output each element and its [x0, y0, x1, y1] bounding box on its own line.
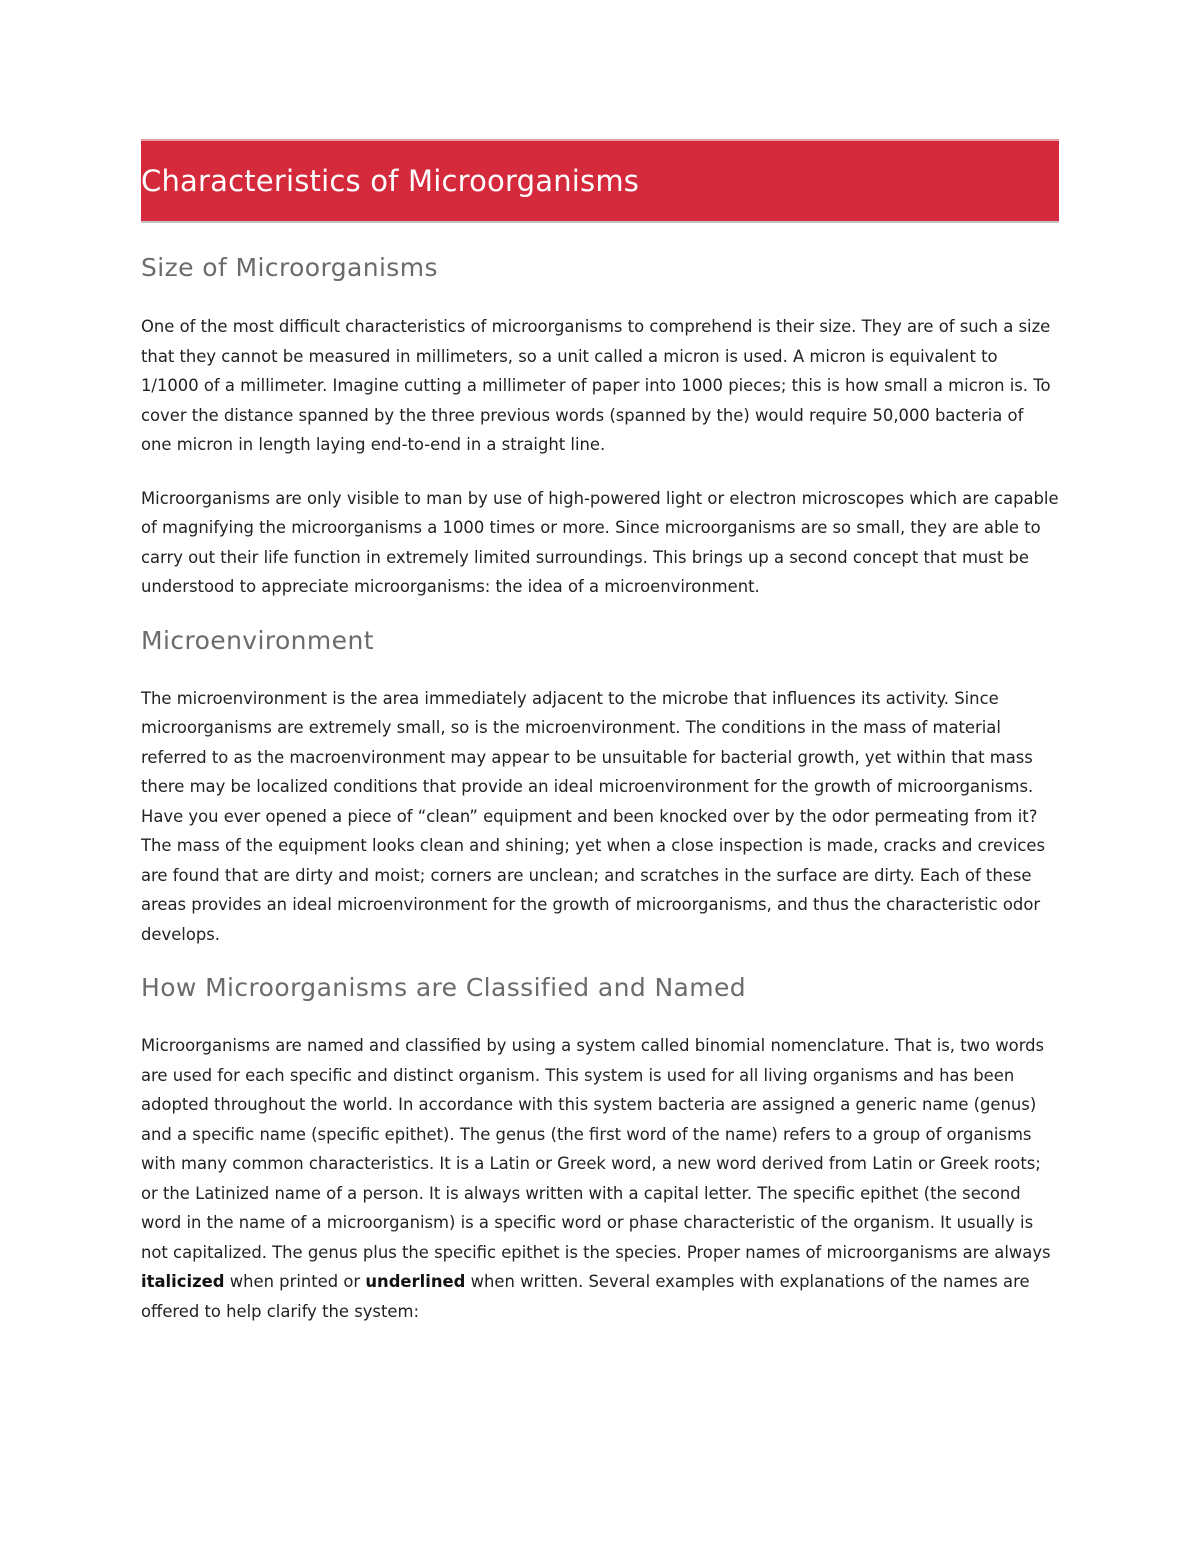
paragraph-text: when printed or [224, 1272, 366, 1291]
paragraph: The microenvironment is the area immediately adjacent to the microbe that influences its activity. Since microorganisms are extremely small, so is the microenvironment. The conditions in the mass of material referred to as the macroenvironment may appear to be unsuitable for bacterial growth, yet within that mass there may be localized conditions that provide an ideal microenvironment for the growth of microorganisms. Have you ever opened a piece of “clean” equipment and been knocked over by the odor permeating from it? The mass of the equipment looks clean and shining; yet when a close inspection is made, cracks and crevices are found that are dirty and moist; corners are unclean; and scratches in the surface are dirty. Each of these areas provides an ideal microenvironment for the growth of microorganisms, and thus the characteristic odor develops. [141, 688, 1046, 944]
emphasis-italicized: italicized [141, 1272, 225, 1291]
section-heading: Microenvironment [141, 625, 374, 655]
document-page [141, 139, 1059, 1326]
section-heading: How Microorganisms are Classified and Named [141, 973, 747, 1002]
section-classification-and-naming [141, 973, 1059, 1326]
section-size-of-microorganisms [141, 253, 1059, 602]
paragraph-text: when written. Several examples with explanations of the names are offered to help clarify the system: [141, 1272, 1030, 1321]
page-title: Characteristics of Microorganisms [141, 163, 640, 198]
paragraph: Microorganisms are only visible to man by use of high-powered light or electron microscopes which are capable of magnifying the microorganisms a 1000 times or more. Since microorganisms are so small, they are able to carry out their life function in extremely limited surroundings. This brings up a second concept that must be understood to appreciate microorganisms: the idea of a microenvironment. [141, 488, 1059, 596]
paragraph-text: Microorganisms are named and classified by using a system called binomial nomenclature. That is, two words are used for each specific and distinct organism. This system is used for all living organisms and has been adopted throughout the world. In accordance with this system bacteria are assigned a generic name (genus) and a specific name (specific epithet). The genus (the first word of the name) refers to a group of organisms with many common characteristics. It is a Latin or Greek word, a new word derived from Latin or Greek roots; or the Latinized name of a person. It is always written with a capital letter. The specific epithet (the second word in the name of a microorganism) is a specific word or phase characteristic of the organism. It usually is not capitalized. The genus plus the specific epithet is the species. Proper names of microorganisms are always [141, 1036, 1051, 1262]
paragraph [141, 1031, 1059, 1326]
section-microenvironment [141, 626, 1059, 950]
emphasis-underlined: underlined [365, 1272, 466, 1291]
section-heading: Size of Microorganisms [141, 253, 438, 282]
paragraph: One of the most difficult characteristics of microorganisms to comprehend is their size. They are of such a size that they cannot be measured in millimeters, so a unit called a micron is used. A micron is equivalent to 1/1000 of a millimeter. Imagine cutting a millimeter of paper into 1000 pieces; this is how small a micron is. To cover the distance spanned by the three previous words (spanned by the) would require 50,000 bacteria of one micron in length laying end-to-end in a straight line. [141, 317, 1051, 454]
title-banner [141, 139, 1059, 223]
